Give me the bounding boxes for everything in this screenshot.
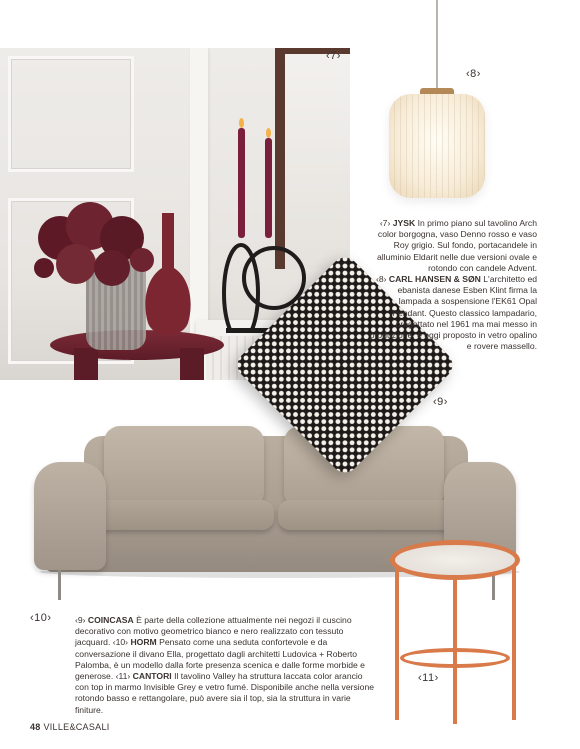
burgundy-foliage xyxy=(30,198,160,308)
foliage-cluster xyxy=(94,250,130,286)
sofa-armrest xyxy=(34,462,106,570)
round-holder xyxy=(244,248,304,308)
marker-8: ‹8› xyxy=(466,68,481,80)
valley-table-ring xyxy=(400,648,510,668)
marker-11: ‹11› xyxy=(418,672,439,684)
candle xyxy=(265,138,272,238)
magazine-name: VILLE&CASALI xyxy=(43,722,110,732)
wall-panel xyxy=(8,56,134,172)
item-description: Il tavolino Valley ha struttura laccata color arancio con top in marmo Invisible Grey e vetro fumé. Disponibile anche nella versione rotondo basso e rettangolare, può avere sia il top, sia la struttura in varie finiture. xyxy=(75,671,375,715)
sofa-leg xyxy=(58,570,61,600)
brand-name: HORM xyxy=(130,637,157,648)
brand-name: CANTORI xyxy=(132,671,172,682)
item-tag: ‹8› xyxy=(375,274,387,285)
arch-table-leg xyxy=(74,348,98,380)
valley-table-leg xyxy=(512,560,516,720)
valley-table-leg xyxy=(395,560,399,720)
caption-bottom xyxy=(75,615,375,716)
candle-flame xyxy=(266,128,271,138)
arch-table-leg xyxy=(180,348,204,380)
foliage-cluster xyxy=(34,258,54,278)
valley-table-top xyxy=(390,540,520,580)
sofa-seat-cushion xyxy=(84,500,274,530)
marker-9: ‹9› xyxy=(433,396,448,408)
marker-10: ‹10› xyxy=(30,612,52,624)
brand-name: JYSK xyxy=(392,218,416,228)
opal-pendant-lamp xyxy=(389,94,485,198)
sofa-back-cushion xyxy=(104,426,264,508)
marker-7: ‹7› xyxy=(326,50,341,62)
item-description: Pensato come una seduta confortevole e da conversazione il divano Ella, progettato dagli architetti Ludovica + Roberto Palomba, è un modello dalla forte presenza scenica e dalle forme morbide e generose. xyxy=(75,637,365,682)
item-tag: ‹7› xyxy=(379,218,391,228)
foliage-cluster xyxy=(130,248,154,272)
page-folio xyxy=(30,722,110,732)
caption-right xyxy=(365,218,537,352)
item-tag: ‹10› xyxy=(112,637,129,648)
brand-name: COINCASA xyxy=(87,615,134,625)
item-description: In primo piano sul tavolino Arch color borgogna, vaso Denno rosso e vaso Roy grigio. Sul fondo, portacandele in alluminio Eldarit nelle due versioni ovale e rotondo con candele Advent. xyxy=(376,218,537,273)
caption-item-7 xyxy=(365,218,537,274)
sofa-seat-cushion xyxy=(278,500,468,530)
brand-name: CARL HANSEN & SØN xyxy=(388,274,481,285)
candle xyxy=(238,128,245,238)
candle-flame xyxy=(239,118,244,128)
item-tag: ‹9› xyxy=(75,615,86,625)
item-tag: ‹11› xyxy=(115,671,131,682)
caption-items-9-11 xyxy=(75,615,375,716)
foliage-cluster xyxy=(56,244,96,284)
lamp-cord xyxy=(436,0,438,92)
item-description: L'architetto ed ebanista danese Esben Klint firma la lampada a sospensione l'EK61 Opal Pendant. Questo classico lampadario, progettato nel 1961 ma mai messo in produzione, è oggi proposto in vetro opalino e rovere massello. xyxy=(369,274,537,352)
caption-item-8 xyxy=(365,274,537,352)
page-number: 48 xyxy=(30,722,41,732)
item-description: È parte della collezione attualmente nei negozi il cuscino decorativo con motivo geometrico bianco e nero realizzato con tessuto jacquard. xyxy=(75,615,352,648)
